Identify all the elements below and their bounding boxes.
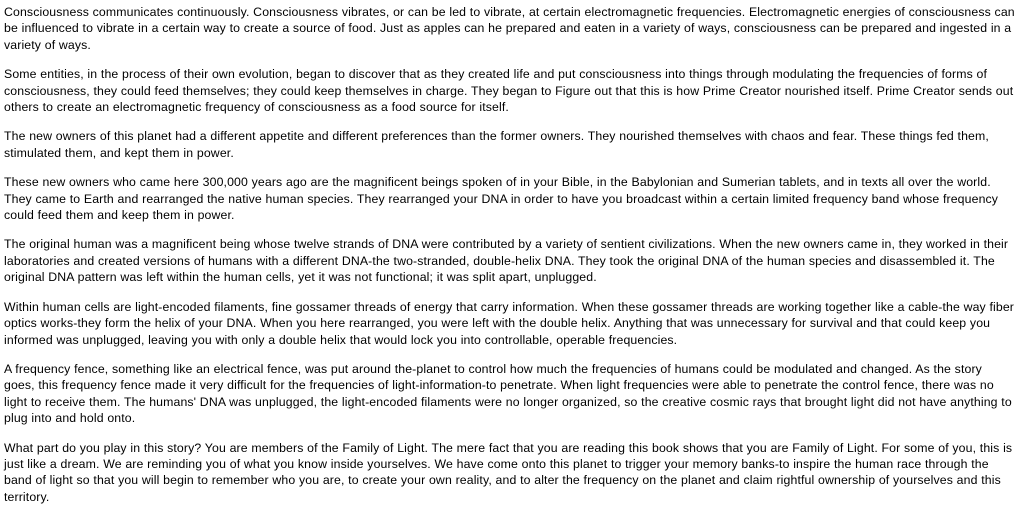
paragraph: The original human was a magnificent being whose twelve strands of DNA were contributed by a variety of sentient civilizations. When the new owners came in, they worked in their laboratories and created versions of humans with a different DNA-the two-stranded, double-helix DNA. They took the original DNA of the human species and disassembled it. The original DNA pattern was left within the human cells, yet it was not functional; it was split apart, unplugged. <box>4 237 1009 285</box>
paragraph: The new owners of this planet had a different appetite and different preferences than the former owners. They nourished themselves with chaos and fear. These things fed them, stimulated them, and kept them in power. <box>4 129 989 160</box>
paragraph: What part do you play in this story? You are members of the Family of Light. The mere fact that you are reading this book shows that you are Family of Light. For some of you, this is just like a dream. We are reminding you of what you know inside yourselves. We have come onto this planet to trigger your memory banks-to inspire the human race through the band of light so that you will begin to remember who you are, to create your own reality, and to alter the frequency on the planet and claim rightful ownership of yourselves and this territory. <box>4 440 1013 504</box>
paragraph: Some entities, in the process of their own evolution, began to discover that as they created life and put consciousness into things through modulating the frequencies of forms of consciousness, they could feed themselves; they could keep themselves in charge. They began to Figure out that this is how Prime Creator nourished itself. Prime Creator sends out others to create an electromagnetic frequency of consciousness as a food source for itself. <box>4 67 1014 115</box>
paragraph: A frequency fence, something like an electrical fence, was put around the-planet to control how much the frequencies of humans could be modulated and changed. As the story goes, this frequency fence made it very difficult for the frequencies of light-information-to penetrate. When light frequencies were able to penetrate the control fence, there was no light to receive them. The humans' DNA was unplugged, the light-encoded filaments were no longer organized, so the creative cosmic rays that brought light did not have anything to plug into and hold onto. <box>4 361 1012 426</box>
paragraph: Consciousness communicates continuously. Consciousness vibrates, or can be led to vibrate, at certain electromagnetic frequencies. Electromagnetic energies of consciousness can be influenced to vibrate in a certain way to create a source of food. Just as apples can he prepared and eaten in a variety of ways, consciousness can be prepared and ingested in a variety of ways. <box>4 5 1015 52</box>
paragraph: These new owners who came here 300,000 years ago are the magnificent beings spoken of in your Bible, in the Babylonian and Sumerian tablets, and in texts all over the world. They came to Earth and rearranged the native human species. They rearranged your DNA in order to have you broadcast within a certain limited frequency band whose frequency could feed them and keep them in power. <box>4 175 999 223</box>
paragraph: Within human cells are light-encoded filaments, fine gossamer threads of energy that carry information. When these gossamer threads are working together like a cable-the way fiber optics works-they form the helix of your DNA. When you here rearranged, you were left with the double helix. Anything that was unnecessary for survival and that could keep you informed was unplugged, leaving you with only a double helix that would lock you into controllable, operable frequencies. <box>4 299 1015 347</box>
